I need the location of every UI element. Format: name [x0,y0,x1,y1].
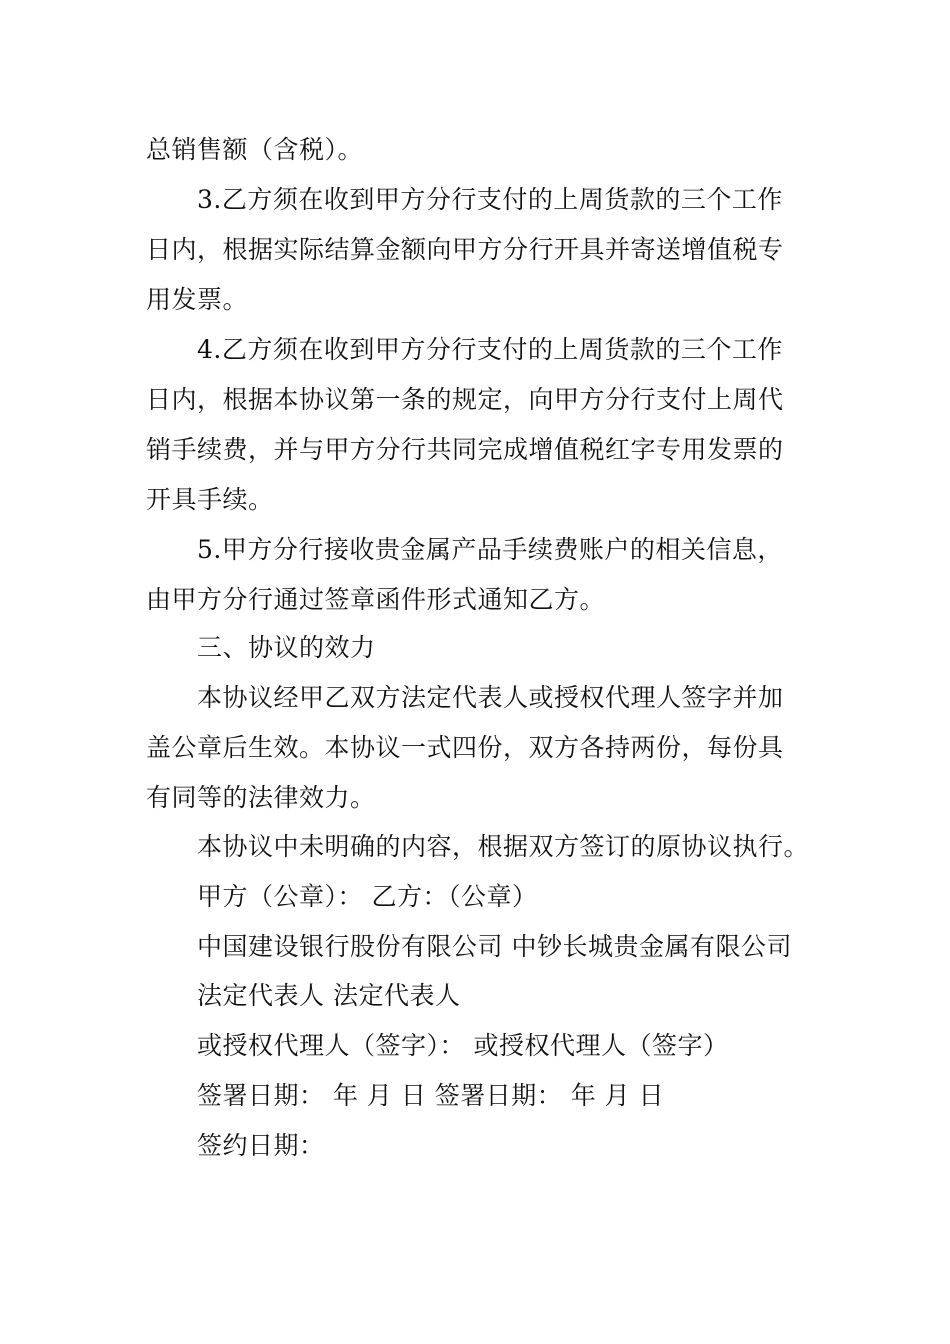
text-line: 日内，根据本协议第一条的规定，向甲方分行支付上周代 [146,385,784,414]
text-line: 日内，根据实际结算金额向甲方分行开具并寄送增值税专 [146,235,784,264]
text-line: 5.甲方分行接收贵金属产品手续费账户的相关信息， [197,535,783,564]
signature-representative-line: 法定代表人 法定代表人 [197,981,461,1010]
text-line: 开具手续。 [146,485,274,514]
text-line: 销手续费，并与甲方分行共同完成增值税红字专用发票的 [146,435,784,464]
contract-date-line: 签约日期： [197,1131,325,1160]
text-line: 3.乙方须在收到甲方分行支付的上周货款的三个工作 [197,185,783,214]
signature-date-line: 签署日期： 年 月 日 签署日期： 年 月 日 [197,1081,665,1110]
text-line: 本协议中未明确的内容，根据双方签订的原协议执行。 [197,832,810,861]
text-line: 4.乙方须在收到甲方分行支付的上周货款的三个工作 [197,335,783,364]
signature-party-line: 甲方（公章）： 乙方：（公章） [197,882,538,911]
text-line: 由甲方分行通过签章函件形式通知乙方。 [146,585,606,614]
signature-company-line: 中国建设银行股份有限公司 中钞长城贵金属有限公司 [197,932,792,961]
text-line: 本协议经甲乙双方法定代表人或授权代理人签字并加 [197,683,784,712]
section-heading: 三、协议的效力 [197,633,376,662]
text-line: 有同等的法律效力。 [146,783,376,812]
text-line: 用发票。 [146,285,249,314]
signature-agent-line: 或授权代理人（签字）： 或授权代理人（签字） [197,1031,729,1060]
text-line: 总销售额（含税）。 [146,135,364,164]
text-line: 盖公章后生效。本协议一式四份，双方各持两份，每份具 [146,733,784,762]
